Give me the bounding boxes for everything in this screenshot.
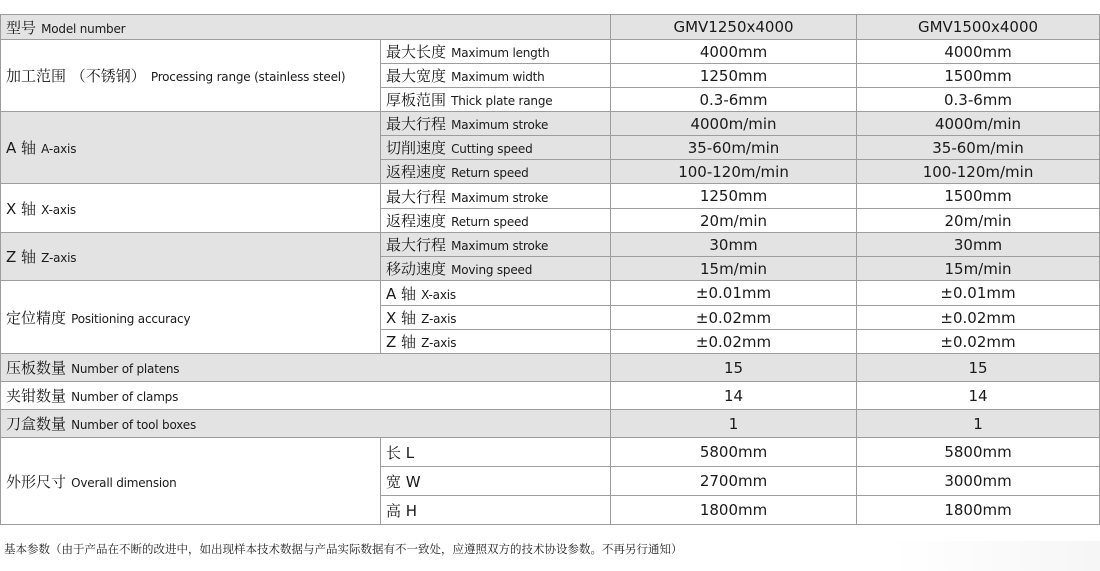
value-cell: 1500mm [857,64,1100,88]
spec-table [0,14,1100,525]
table-row [1,410,1100,438]
clamps-label: 夹钳数量 Number of clamps [1,382,611,410]
value-cell: 100-120m/min [857,160,1100,184]
value-cell: 0.3-6mm [611,88,857,112]
table-row [1,40,1100,64]
decorative-fade [890,541,1100,571]
value-cell: 4000mm [857,40,1100,64]
value-cell: 1 [611,410,857,438]
sub-label: 厚板范围 Thick plate range [381,88,611,112]
value-cell: 15m/min [611,257,857,281]
sub-label: X 轴 Z-axis [381,306,611,330]
value-cell: 1250mm [611,64,857,88]
sub-label: 高 H [381,496,611,525]
value-cell: 2700mm [611,467,857,496]
sub-label: 长 L [381,438,611,467]
a-axis-label: A 轴 A-axis [1,112,381,184]
sub-label: 返程速度 Return speed [381,160,611,184]
value-cell: 1 [857,410,1100,438]
header-row [1,15,1100,40]
value-cell: 1500mm [857,184,1100,209]
z-axis-label: Z 轴 Z-axis [1,233,381,281]
value-cell: 0.3-6mm [857,88,1100,112]
value-cell: 20m/min [857,209,1100,233]
value-cell: 4000m/min [857,112,1100,136]
table-row [1,281,1100,306]
value-cell: 15m/min [857,257,1100,281]
value-cell: ±0.02mm [611,306,857,330]
value-cell: 14 [857,382,1100,410]
sub-label: 最大长度 Maximum length [381,40,611,64]
value-cell: 35-60m/min [611,136,857,160]
value-cell: 5800mm [857,438,1100,467]
value-cell: 30mm [611,233,857,257]
platens-label: 压板数量 Number of platens [1,354,611,382]
table-row [1,233,1100,257]
value-cell: 15 [611,354,857,382]
value-cell: ±0.02mm [857,330,1100,354]
sub-label: 最大宽度 Maximum width [381,64,611,88]
sub-label: Z 轴 Z-axis [381,330,611,354]
table-row [1,184,1100,209]
overall-dimension-label: 外形尺寸 Overall dimension [1,438,381,525]
value-cell: ±0.01mm [857,281,1100,306]
tool-boxes-label: 刀盒数量 Number of tool boxes [1,410,611,438]
value-cell: 3000mm [857,467,1100,496]
value-cell: 4000m/min [611,112,857,136]
value-cell: ±0.02mm [857,306,1100,330]
model-number-label: 型号 Model number [1,15,611,40]
table-row [1,438,1100,467]
processing-range-label: 加工范围 （不锈钢） Processing range (stainless steel) [1,40,381,112]
value-cell: 30mm [857,233,1100,257]
sub-label: A 轴 X-axis [381,281,611,306]
sub-label: 最大行程 Maximum stroke [381,112,611,136]
value-cell: 15 [857,354,1100,382]
value-cell: 5800mm [611,438,857,467]
value-cell: 20m/min [611,209,857,233]
sub-label: 移动速度 Moving speed [381,257,611,281]
model-2-name: GMV1500x4000 [857,15,1100,40]
sub-label: 最大行程 Maximum stroke [381,184,611,209]
table-row [1,112,1100,136]
value-cell: 1800mm [857,496,1100,525]
value-cell: ±0.02mm [611,330,857,354]
positioning-accuracy-label: 定位精度 Positioning accuracy [1,281,381,354]
model-1-name: GMV1250x4000 [611,15,857,40]
value-cell: 14 [611,382,857,410]
sub-label: 返程速度 Return speed [381,209,611,233]
table-row [1,354,1100,382]
value-cell: 1800mm [611,496,857,525]
footnote: 基本参数（由于产品在不断的改进中，如出现样本技术数据与产品实际数据有不一致处，应遵照双方的技术协设参数。不再另行通知） [4,542,683,556]
value-cell: 4000mm [611,40,857,64]
table-row [1,382,1100,410]
sub-label: 宽 W [381,467,611,496]
value-cell: 35-60m/min [857,136,1100,160]
value-cell: ±0.01mm [611,281,857,306]
sub-label: 最大行程 Maximum stroke [381,233,611,257]
value-cell: 100-120m/min [611,160,857,184]
value-cell: 1250mm [611,184,857,209]
x-axis-label: X 轴 X-axis [1,184,381,233]
sub-label: 切削速度 Cutting speed [381,136,611,160]
